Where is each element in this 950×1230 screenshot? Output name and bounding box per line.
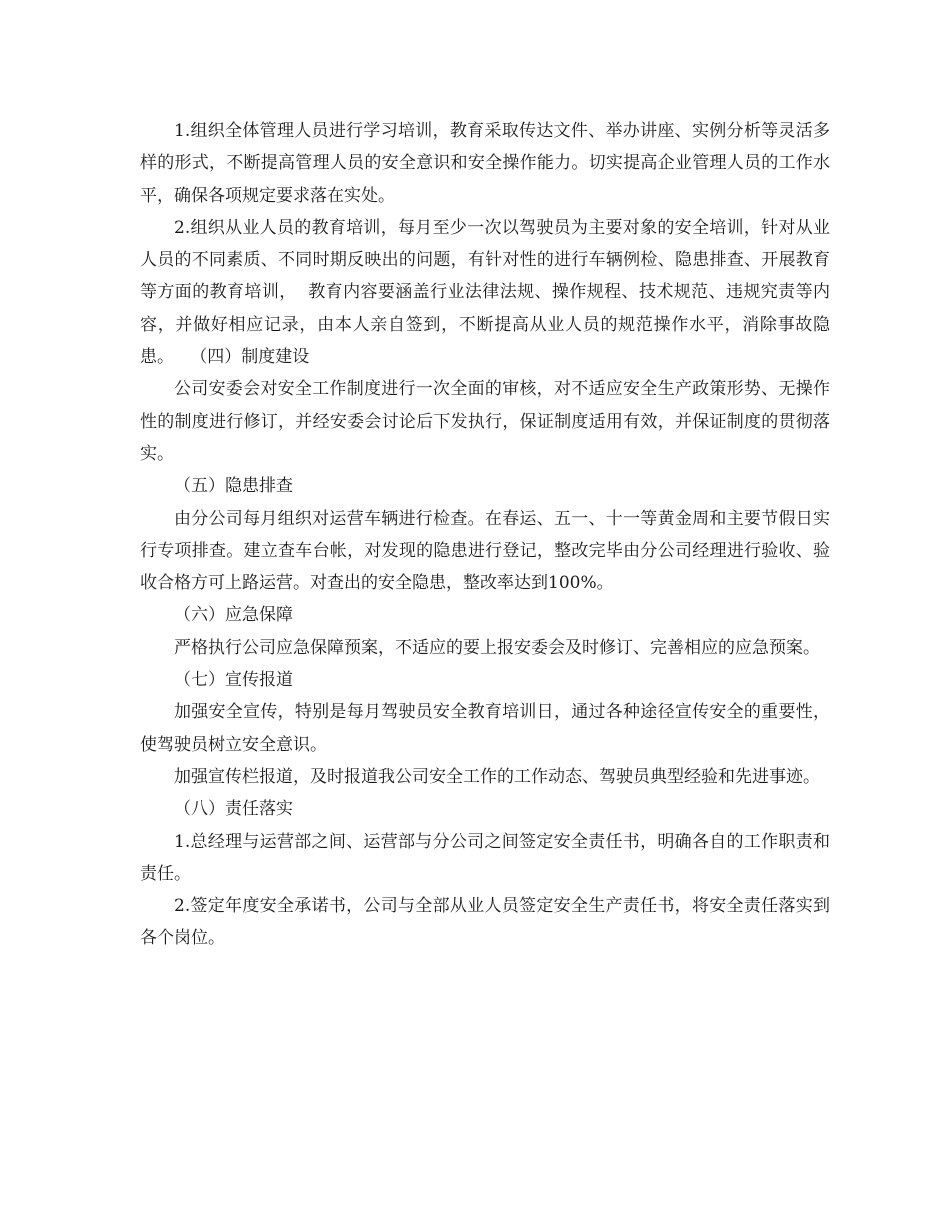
paragraph-publicity-2: 加强宣传栏报道，及时报道我公司安全工作的工作动态、驾驶员典型经验和先进事迹。 — [174, 766, 820, 787]
document-body — [140, 115, 830, 955]
paragraph-publicity-1: 加强安全宣传，特别是每月驾驶员安全教育培训日，通过各种途径宣传安全的重要性，使驾驶员树立安全意识。 — [140, 702, 830, 755]
paragraph-responsibility-1: 1.总经理与运营部之间、运营部与分公司之间签定安全责任书，明确各自的工作职责和责任。 — [140, 831, 830, 884]
section-heading-responsibility: （八）责任落实 — [174, 799, 293, 820]
paragraph-system-review: 公司安委会对安全工作制度进行一次全面的审核，对不适应安全生产政策形势、无操作性的制度进行修订，并经安委会讨论后下发执行，保证制度适用有效，并保证制度的贯彻落实。 — [140, 379, 830, 464]
section-heading-hazard-check: （五）隐患排查 — [174, 476, 293, 497]
paragraph-responsibility-2: 2.签定年度安全承诺书，公司与全部从业人员签定安全生产责任书，将安全责任落实到各个岗位。 — [140, 896, 830, 949]
section-heading-publicity: （七）宣传报道 — [174, 670, 293, 691]
paragraph-training-staff: 2.组织从业人员的教育培训，每月至少一次以驾驶员为主要对象的安全培训，针对从业人员的不同素质、不同时期反映出的问题，有针对性的进行车辆例检、隐患排查、开展教育等方面的教育培训， 教育内容要涵盖行业法律法规、操作规程、技术规范、违规究责等内容，并做好相应记录，由本人亲自签到，不断提高从业人员的规范操作水平，消除事故隐患。 （四）制度建设 — [140, 217, 830, 368]
paragraph-training-management: 1.组织全体管理人员进行学习培训，教育采取传达文件、举办讲座、实例分析等灵活多样的形式，不断提高管理人员的安全意识和安全操作能力。切实提高企业管理人员的工作水平，确保各项规定要求落在实处。 — [140, 121, 830, 206]
paragraph-emergency: 严格执行公司应急保障预案，不适应的要上报安委会及时修订、完善相应的应急预案。 — [174, 637, 820, 658]
paragraph-hazard-check: 由分公司每月组织对运营车辆进行检查。在春运、五一、十一等黄金周和主要节假日实行专项排查。建立查车台帐，对发现的隐患进行登记，整改完毕由分公司经理进行验收、验收合格方可上路运营。对查出的安全隐患，整改率达到100%。 — [140, 508, 830, 594]
section-heading-emergency: （六）应急保障 — [174, 605, 293, 626]
